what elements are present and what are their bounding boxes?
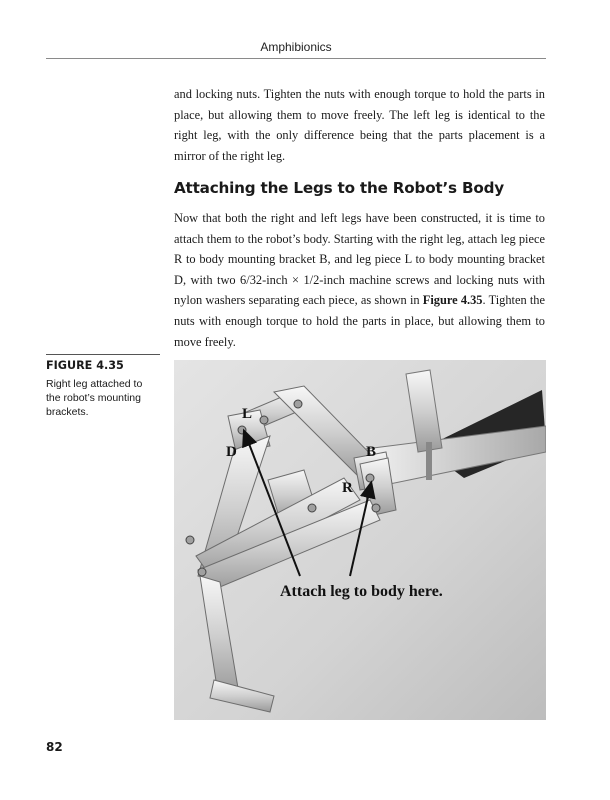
header-rule bbox=[46, 58, 546, 59]
paragraph-text-start: Now that both the right and left legs have been constructed, it is time to attach them to the robot’s body. Starting with the right leg, attach leg piece R to body mounting bracket B, and leg piece L to body mounting bracket D, with two 6/32-inch × 1/2-inch machine screws and locking nuts with nylon washers separating each piece, as shown in bbox=[174, 211, 545, 308]
section-heading: Attaching the Legs to the Robot’s Body bbox=[174, 179, 504, 197]
figure-annotation: Attach leg to body here. bbox=[280, 583, 443, 600]
section-paragraph bbox=[174, 208, 545, 352]
figure-caption: Right leg attached to the robot’s mounting brackets. bbox=[46, 378, 143, 418]
label-R: R bbox=[342, 480, 353, 496]
label-L: L bbox=[242, 406, 253, 422]
robot-leg-illustration bbox=[174, 360, 546, 720]
intro-paragraph: and locking nuts. Tighten the nuts with enough torque to hold the parts in place, but allowing them to move freely. The left leg is identical to the right leg, with the only difference being that the parts placement is a mirror of the right leg. bbox=[174, 87, 545, 163]
figure-caption-rule bbox=[46, 354, 160, 355]
label-B: B bbox=[366, 444, 377, 460]
figure-reference: Figure 4.35 bbox=[422, 293, 483, 308]
figure-photo bbox=[174, 360, 546, 720]
running-head: Amphibionics bbox=[260, 40, 332, 54]
figure-number: FIGURE 4.35 bbox=[46, 359, 124, 372]
paragraph-text-end: . Tighten the nuts with enough torque to hold the parts in place, but allowing them to move freely. bbox=[174, 293, 545, 349]
label-D: D bbox=[226, 444, 237, 460]
page-number: 82 bbox=[46, 740, 63, 754]
